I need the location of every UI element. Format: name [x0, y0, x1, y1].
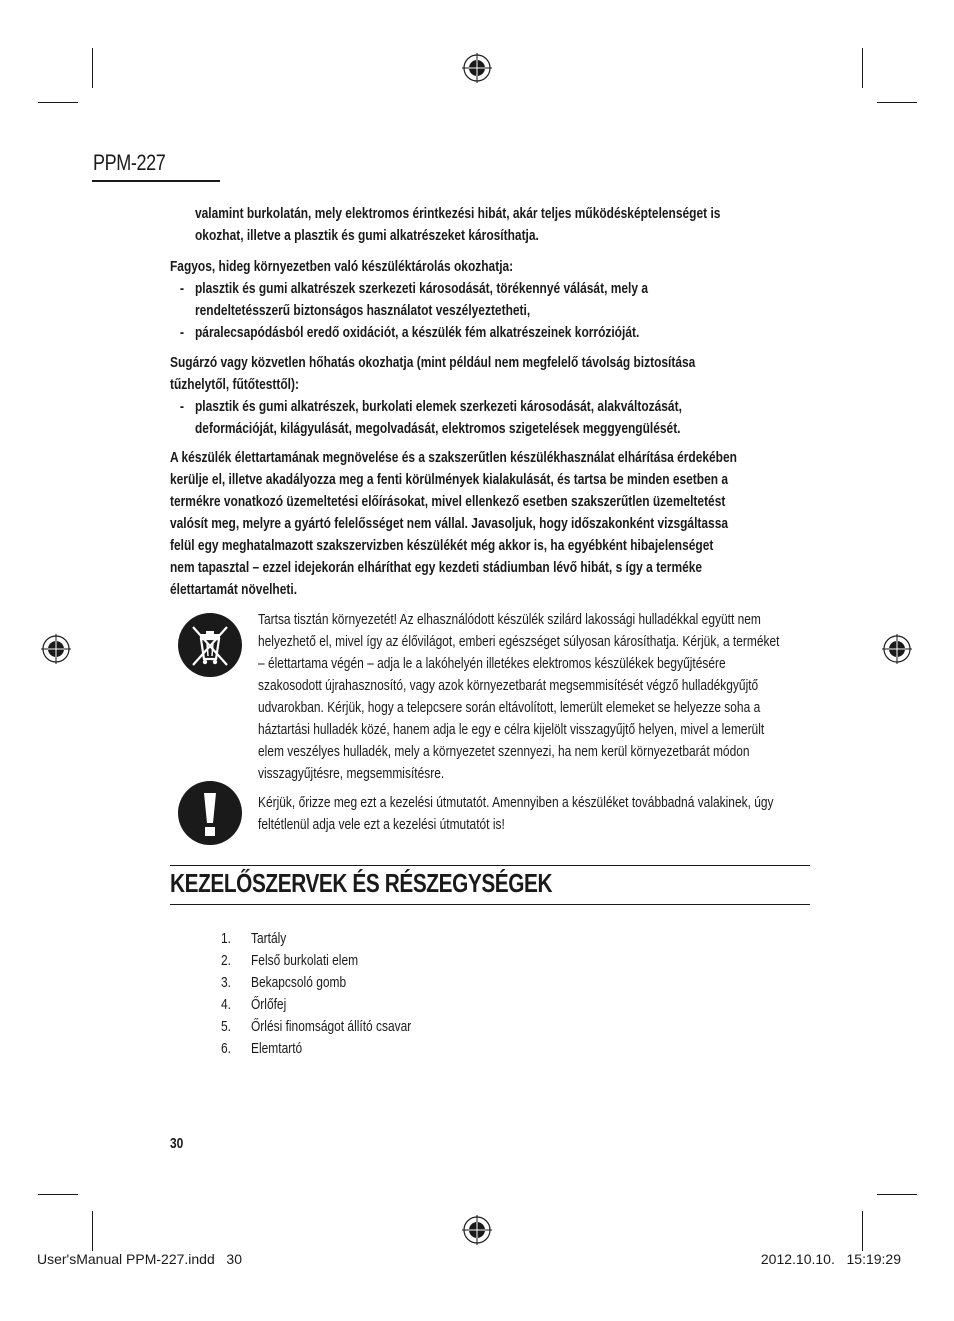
- frost-title: Fagyos, hideg környezetben való készüléktárolás okozhatja:: [170, 259, 514, 275]
- registration-mark-icon: [462, 53, 492, 83]
- list-item: Bekapcsoló gomb: [251, 975, 347, 991]
- paragraph-line: felül egy meghatalmazott szakszervizben készülékét még akkor is, ha egyébként hibajelenséget: [170, 538, 714, 554]
- list-item-number: 2.: [221, 953, 231, 969]
- list-item-number: 6.: [221, 1041, 231, 1057]
- exclamation-icon: [178, 781, 242, 845]
- section-heading: KEZELŐSZERVEK ÉS RÉSZEGYSÉGEK: [170, 868, 553, 898]
- registration-mark-icon: [41, 634, 71, 664]
- crop-mark: [862, 48, 863, 88]
- list-item: Őrlőfej: [251, 997, 287, 1013]
- notice-line: szakosodott újrahasznosító, vagy azok környezetbarát megsemmisítését végző hulladékgyűjtő: [258, 678, 759, 694]
- crop-mark: [38, 102, 78, 103]
- paragraph-line: kerülje el, illetve akadályozza meg a fenti körülmények kialakulását, és tartsa be minden esetben a: [170, 472, 729, 488]
- section-rule: [170, 904, 810, 905]
- list-item: Tartály: [251, 931, 287, 947]
- paragraph-line: A készülék élettartamának megnövelése és a szakszerűtlen készülékhasználat elhárítása érdekében: [170, 450, 737, 466]
- notice-line: Tartsa tisztán környezetét! Az elhasználódott készülék szilárd lakossági hulladékkal együtt nem: [258, 612, 761, 628]
- list-item-number: 3.: [221, 975, 231, 991]
- paragraph-line: valamint burkolatán, mely elektromos érintkezési hibát, akár teljes működésképtelenséget is: [195, 206, 721, 222]
- paragraph-line: nem tapasztal – ezzel idejekorán elháríthat egy kezdeti stádiumban lévő hibát, s így a terméke: [170, 560, 703, 576]
- frost-item-line: plasztik és gumi alkatrészek szerkezeti károsodását, törékennyé válását, mely a: [195, 281, 648, 297]
- list-item: Őrlési finomságot állító csavar: [251, 1019, 412, 1035]
- frost-item-line: páralecsapódásból eredő oxidációt, a készülék fém alkatrészeinek korrózióját.: [195, 325, 640, 341]
- paragraph-line: termékre vonatkozó üzemeltetési előírásokat, mivel ellenkező esetben szakszerűtlen üzemeltetést: [170, 494, 726, 510]
- notice-line: udvarokban. Kérjük, hogy a telepcsere során eltávolított, lemerült elemeket se helyezze soha a: [258, 700, 761, 716]
- crop-mark: [877, 102, 917, 103]
- list-item: Elemtartó: [251, 1041, 303, 1057]
- footer-filename: User'sManual PPM-227.indd 30: [37, 1251, 242, 1267]
- footer-timestamp: 2012.10.10. 15:19:29: [760, 1251, 901, 1267]
- crop-mark: [877, 1194, 917, 1195]
- bullet: -: [180, 399, 184, 415]
- heat-title: Sugárzó vagy közvetlen hőhatás okozhatja (mint például nem megfelelő távolság biztosítása: [170, 355, 696, 371]
- list-item-number: 5.: [221, 1019, 231, 1035]
- section-rule: [170, 865, 810, 866]
- crop-mark: [862, 1211, 863, 1251]
- crossed-bin-icon: [178, 613, 242, 677]
- notice-line: helyezhető el, mivel így az élővilágot, emberi egészséget súlyosan károsíthatja. Kérjük, a terméket: [258, 634, 780, 650]
- notice-line: – élettartama végén – adja le a lakóhelyén illetékes elektromos készülékek begyűjtésére: [258, 656, 726, 672]
- notice-line: háztartási hulladék közé, hanem adja le egy e célra kijelölt visszagyűjtő helyen, mivel a lemerült: [258, 722, 765, 738]
- header-rule: [92, 180, 220, 182]
- page-number: 30: [170, 1136, 184, 1152]
- list-item-number: 1.: [221, 931, 231, 947]
- paragraph-line: okozhat, illetve a plasztik és gumi alkatrészeket károsíthatja.: [195, 228, 539, 244]
- notice-line: Kérjük, őrizze meg ezt a kezelési útmutatót. Amennyiben a készüléket továbbadná valakinek, úgy: [258, 795, 774, 811]
- notice-line: feltétlenül adja vele ezt a kezelési útmutatót is!: [258, 817, 505, 833]
- bullet: -: [180, 281, 184, 297]
- crop-mark: [38, 1194, 78, 1195]
- paragraph-line: valósít meg, melyre a gyártó felelősséget nem vállal. Javasoljuk, hogy időszakonként vizsgáltassa: [170, 516, 729, 532]
- registration-mark-icon: [462, 1215, 492, 1245]
- paragraph-line: élettartamát növelheti.: [170, 582, 298, 598]
- heat-item-line: plasztik és gumi alkatrészek, burkolati elemek szerkezeti károsodását, alakváltozását,: [195, 399, 682, 415]
- crop-mark: [92, 48, 93, 88]
- model-title: PPM-227: [93, 150, 166, 175]
- registration-mark-icon: [882, 634, 912, 664]
- heat-item-line: deformációját, kilágyulását, megolvadását, elektromos szigetelések meggyengülését.: [195, 421, 681, 437]
- notice-line: visszagyűjtésre, megsemmisítésre.: [258, 766, 445, 782]
- list-item: Felső burkolati elem: [251, 953, 359, 969]
- crop-mark: [92, 1211, 93, 1251]
- frost-item-line: rendeltetésszerű biztonságos használatot veszélyeztetheti,: [195, 303, 531, 319]
- heat-title: tűzhelytől, fűtőtesttől):: [170, 377, 299, 393]
- bullet: -: [180, 325, 184, 341]
- list-item-number: 4.: [221, 997, 231, 1013]
- notice-line: elem veszélyes hulladék, mely a környezetet szennyezi, ha nem kerül környezetbarát módon: [258, 744, 750, 760]
